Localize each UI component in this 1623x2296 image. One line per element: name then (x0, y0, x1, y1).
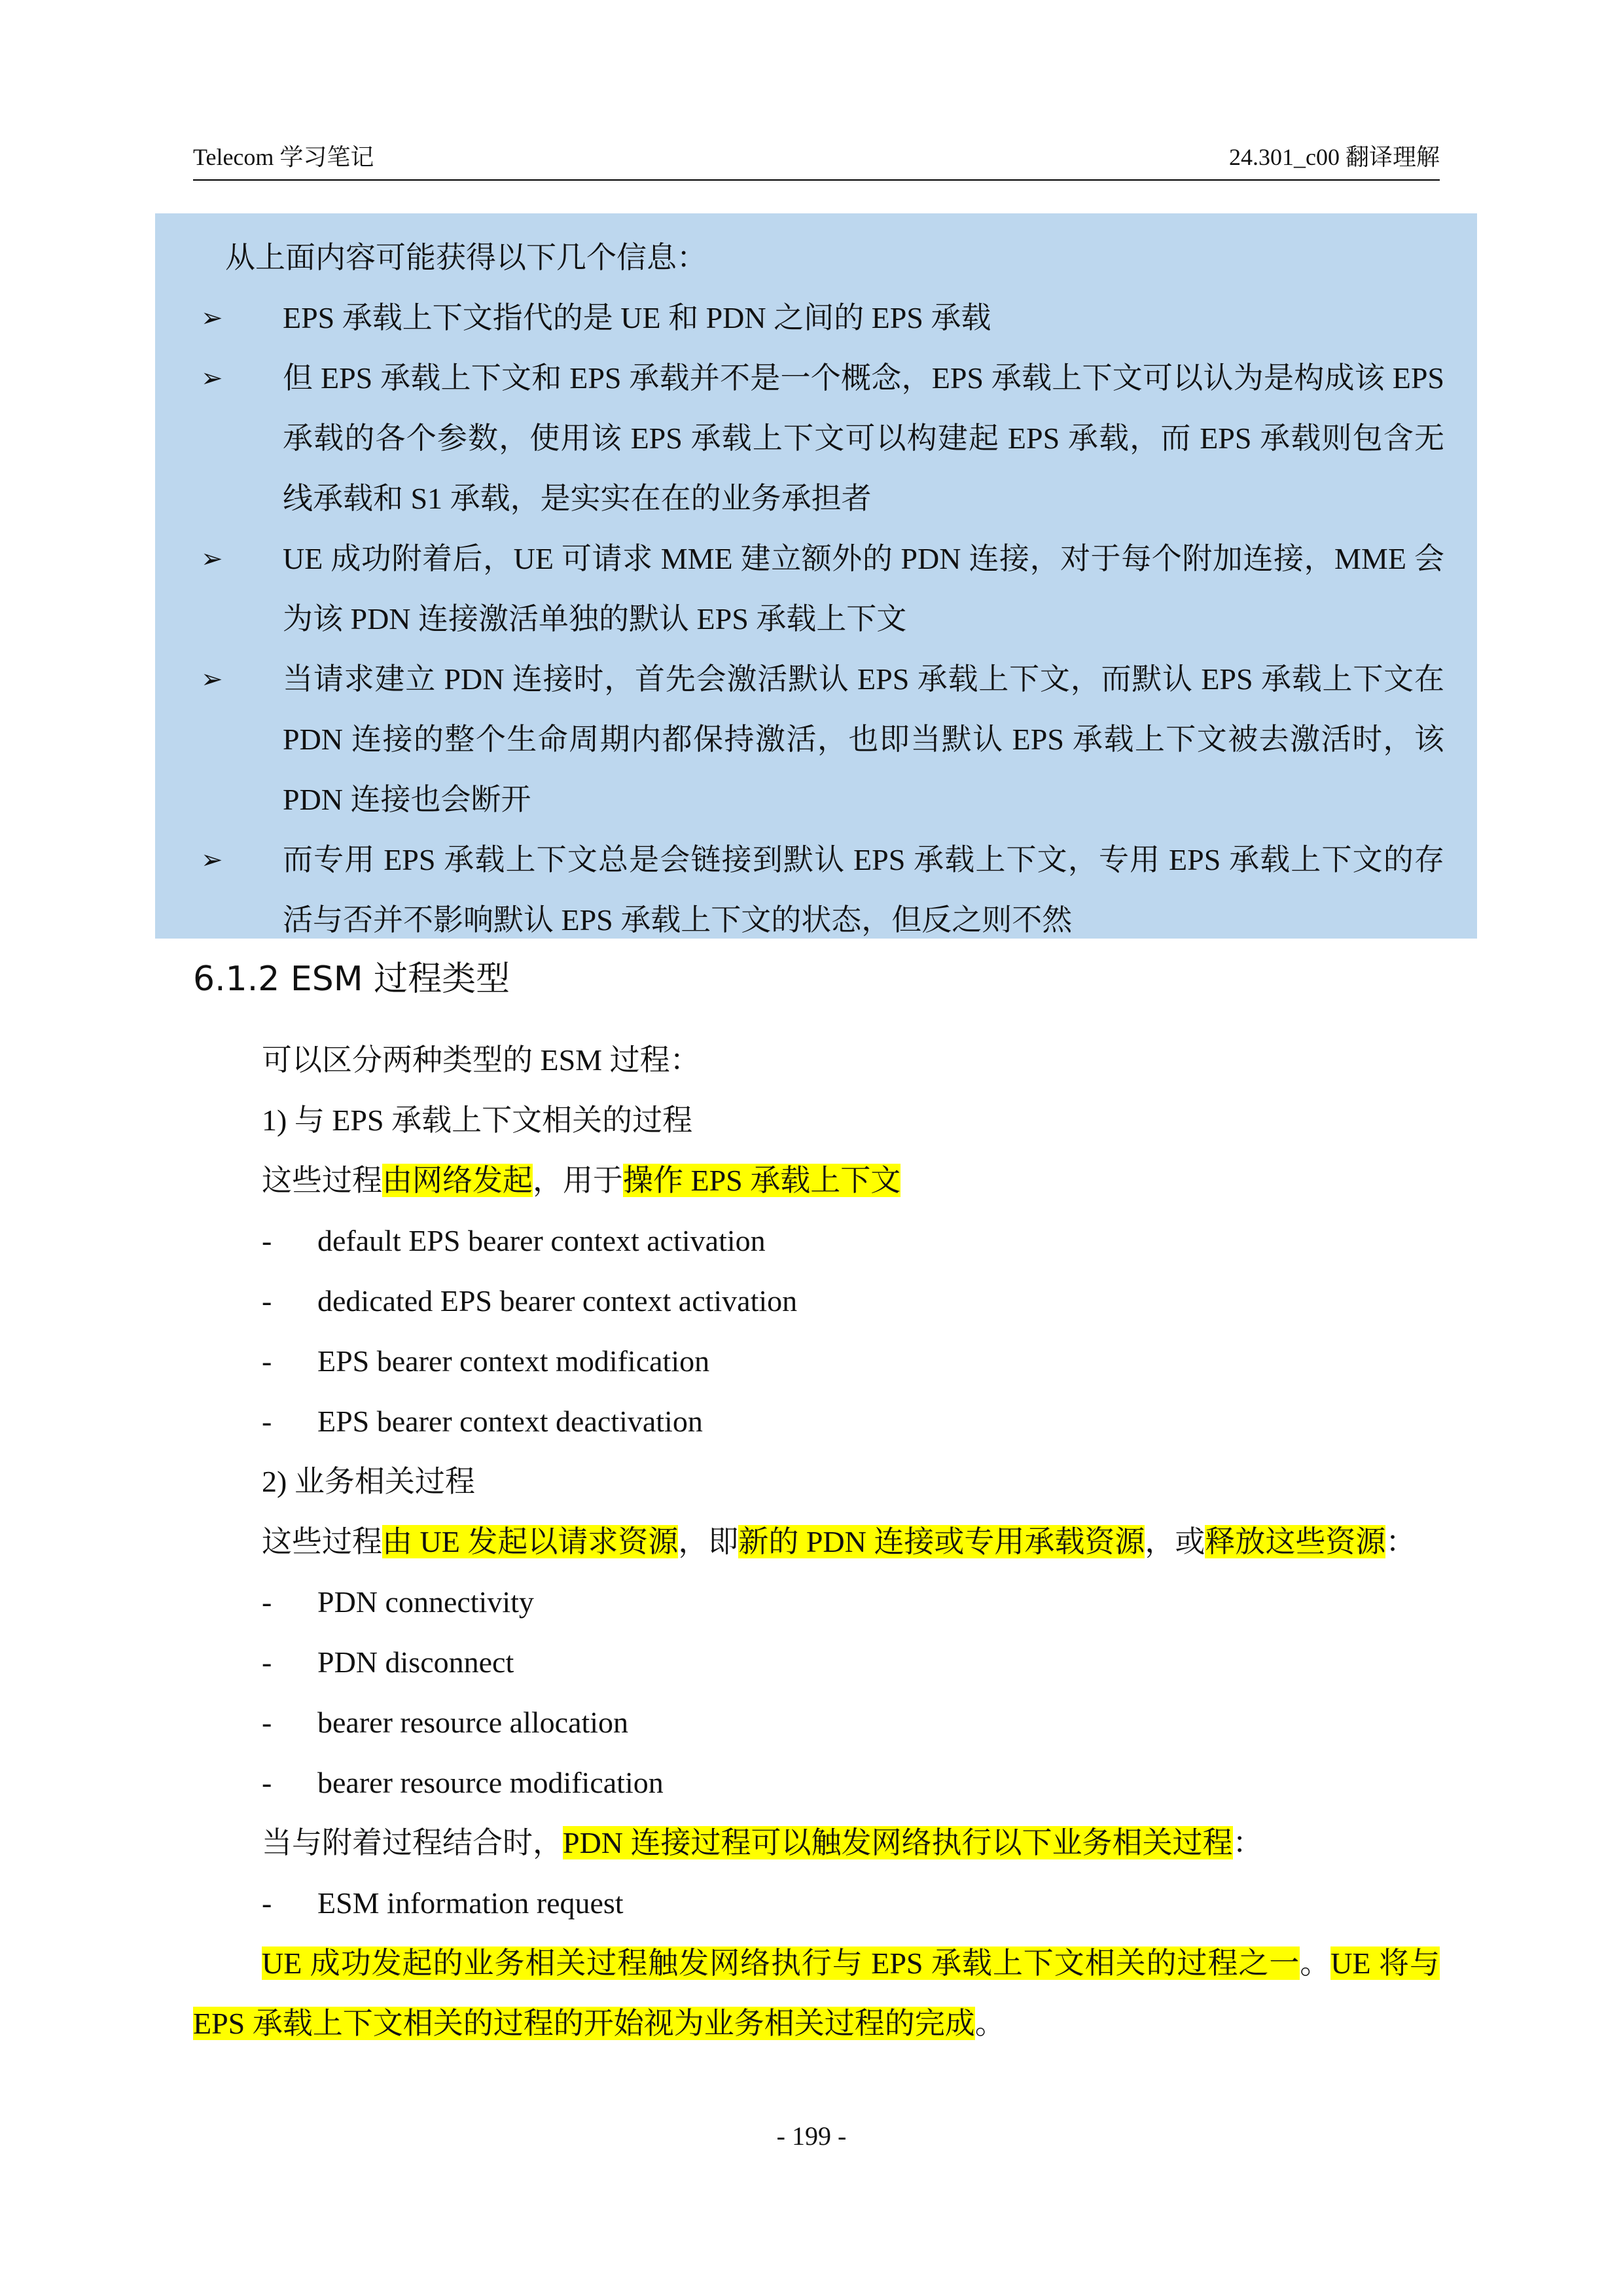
summary-note-box (155, 213, 1477, 939)
arrow-bullet-icon: ➢ (201, 303, 223, 333)
group2-heading: 2) 业务相关过程 (262, 1465, 475, 1498)
highlight: 由 UE 发起以请求资源 (382, 1525, 679, 1558)
highlight: 新的 PDN 连接或专用承载资源 (738, 1525, 1145, 1558)
arrow-bullet-icon: ➢ (201, 845, 223, 875)
header-doc-id: 24.301_c00 翻译理解 (1229, 144, 1440, 170)
list-item: - ESM information request (262, 1886, 624, 1920)
page-header (193, 139, 1440, 181)
highlight: 操作 EPS 承载上下文 (623, 1164, 901, 1197)
group2-description: 这些过程由 UE 发起以请求资源，即新的 PDN 连接或专用承载资源，或释放这些资源： (262, 1525, 1416, 1558)
section-body (193, 1030, 1440, 2054)
list-item: - PDN connectivity (262, 1585, 534, 1619)
note-item: ➢ 当请求建立 PDN 连接时，首先会激活默认 EPS 承载上下文，而默认 EPS 承载上下文在 PDN 连接的整个生命周期内都保持激活，也即当默认 EPS 承载上下文被去激活时，该 PDN 连接也会断开 (201, 649, 1444, 830)
list-item: - EPS bearer context deactivation (262, 1405, 703, 1438)
arrow-bullet-icon: ➢ (201, 664, 223, 694)
list-item: - PDN disconnect (262, 1645, 514, 1679)
highlight: 释放这些资源 (1205, 1525, 1386, 1558)
note-item: ➢ 但 EPS 承载上下文和 EPS 承载并不是一个概念，EPS 承载上下文可以认为是构成该 EPS 承载的各个参数，使用该 EPS 承载上下文可以构建起 EPS 承载，而 EPS 承载则包含无线承载和 S1 承载，是实实在在的业务承担者 (201, 348, 1444, 529)
arrow-bullet-icon: ➢ (201, 363, 223, 393)
list-item: - dedicated EPS bearer context activation (262, 1284, 798, 1318)
group1-heading: 1) 与 EPS 承载上下文相关的过程 (262, 1103, 693, 1137)
section-heading: 6.1.2 ESM 过程类型 (193, 960, 510, 999)
highlight: UE 将与 EPS 承载上下文相关的过程的开始视为业务相关过程的完成 (193, 1946, 1440, 2040)
section-intro: 可以区分两种类型的 ESM 过程： (262, 1043, 700, 1077)
highlight: PDN 连接过程可以触发网络执行以下业务相关过程 (563, 1826, 1233, 1859)
final-paragraph: UE 成功发起的业务相关过程触发网络执行与 EPS 承载上下文相关的过程之一。UE 将与 EPS 承载上下文相关的过程的开始视为业务相关过程的完成。 (193, 1946, 1440, 2040)
note-list (201, 288, 1444, 950)
note-item: ➢ EPS 承载上下文指代的是 UE 和 PDN 之间的 EPS 承载 (201, 288, 1444, 348)
list-item: - bearer resource modification (262, 1766, 664, 1799)
header-title: Telecom 学习笔记 (193, 144, 374, 170)
note-item: ➢ UE 成功附着后，UE 可请求 MME 建立额外的 PDN 连接，对于每个附加连接，MME 会为该 PDN 连接激活单独的默认 EPS 承载上下文 (201, 529, 1444, 649)
arrow-bullet-icon: ➢ (201, 544, 223, 574)
attach-description: 当与附着过程结合时，PDN 连接过程可以触发网络执行以下业务相关过程： (262, 1826, 1263, 1859)
list-item: - EPS bearer context modification (262, 1344, 710, 1378)
note-intro: 从上面内容可能获得以下几个信息： (225, 241, 707, 274)
list-item: - default EPS bearer context activation (262, 1224, 766, 1257)
list-item: - bearer resource allocation (262, 1706, 629, 1739)
page-number: - 199 - (776, 2121, 847, 2151)
highlight: UE 成功发起的业务相关过程触发网络执行与 EPS 承载上下文相关的过程之一 (262, 1946, 1300, 1980)
group1-description: 这些过程由网络发起，用于操作 EPS 承载上下文 (262, 1164, 901, 1197)
highlight: 由网络发起 (382, 1164, 533, 1197)
note-item: ➢ 而专用 EPS 承载上下文总是会链接到默认 EPS 承载上下文，专用 EPS 承载上下文的存活与否并不影响默认 EPS 承载上下文的状态，但反之则不然 (201, 830, 1444, 950)
